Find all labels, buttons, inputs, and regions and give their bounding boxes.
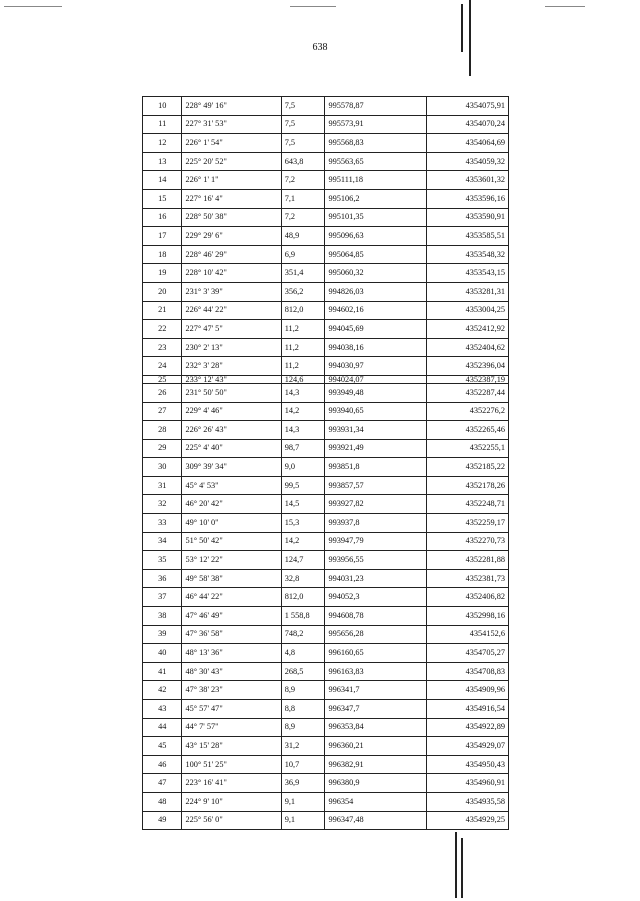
point-number-cell: 18 [143,245,182,264]
y-coordinate-cell: 4352406,82 [426,588,508,607]
point-number-cell: 32 [143,495,182,514]
point-number-cell: 41 [143,662,182,681]
direction-angle-cell: 226° 44' 22" [182,301,281,320]
table-row [143,755,509,774]
point-number-cell: 23 [143,338,182,357]
direction-angle-cell: 100° 51' 25" [182,755,281,774]
length-cell: 748,2 [281,625,325,644]
length-cell: 14,2 [281,532,325,551]
length-cell: 356,2 [281,282,325,301]
direction-angle-cell: 233° 12' 43" [182,375,281,383]
x-coordinate-cell: 993940,65 [325,402,426,421]
direction-angle-cell: 227° 16' 4" [182,189,281,208]
scan-margin-line [461,4,463,52]
direction-angle-cell: 45° 57' 47" [182,700,281,719]
scan-noise [545,6,585,7]
y-coordinate-cell: 4354059,32 [426,152,508,171]
point-number-cell: 36 [143,569,182,588]
point-number-cell: 21 [143,301,182,320]
y-coordinate-cell: 4354916,54 [426,700,508,719]
direction-angle-cell: 47° 46' 49" [182,607,281,626]
direction-angle-cell: 49° 10' 0" [182,514,281,533]
table-row [143,737,509,756]
direction-angle-cell: 229° 29' 6" [182,227,281,246]
table-row [143,644,509,663]
table-row [143,700,509,719]
direction-angle-cell: 48° 30' 43" [182,662,281,681]
direction-angle-cell: 226° 1' 1" [182,171,281,190]
direction-angle-cell: 226° 1' 54" [182,134,281,153]
table-row [143,458,509,477]
direction-angle-cell: 225° 56' 0" [182,811,281,830]
length-cell: 7,5 [281,115,325,134]
direction-angle-cell: 51° 50' 42" [182,532,281,551]
x-coordinate-cell: 995060,32 [325,264,426,283]
point-number-cell: 35 [143,551,182,570]
length-cell: 124,7 [281,551,325,570]
table-row [143,383,509,402]
y-coordinate-cell: 4354909,96 [426,681,508,700]
x-coordinate-cell: 993857,57 [325,476,426,495]
y-coordinate-cell: 4353585,51 [426,227,508,246]
table-row [143,495,509,514]
table-row [143,625,509,644]
x-coordinate-cell: 994602,16 [325,301,426,320]
table-row [143,476,509,495]
length-cell: 7,1 [281,189,325,208]
point-number-cell: 27 [143,402,182,421]
scan-noise [290,6,336,7]
length-cell: 812,0 [281,301,325,320]
table-row [143,607,509,626]
x-coordinate-cell: 993851,8 [325,458,426,477]
coordinates-table-body [143,97,509,830]
y-coordinate-cell: 4352270,73 [426,532,508,551]
point-number-cell: 45 [143,737,182,756]
direction-angle-cell: 47° 38' 23" [182,681,281,700]
y-coordinate-cell: 4352287,44 [426,383,508,402]
direction-angle-cell: 49° 58' 38" [182,569,281,588]
x-coordinate-cell: 996354 [325,792,426,811]
x-coordinate-cell: 994031,23 [325,569,426,588]
point-number-cell: 10 [143,97,182,116]
coordinates-table [142,96,509,830]
y-coordinate-cell: 4352185,22 [426,458,508,477]
length-cell: 7,5 [281,97,325,116]
table-row [143,338,509,357]
table-row [143,681,509,700]
x-coordinate-cell: 995096,63 [325,227,426,246]
y-coordinate-cell: 4354075,91 [426,97,508,116]
length-cell: 6,9 [281,245,325,264]
length-cell: 10,7 [281,755,325,774]
table-row [143,97,509,116]
table-row [143,551,509,570]
y-coordinate-cell: 4353596,16 [426,189,508,208]
y-coordinate-cell: 4354152,6 [426,625,508,644]
y-coordinate-cell: 4354922,89 [426,718,508,737]
x-coordinate-cell: 995578,87 [325,97,426,116]
y-coordinate-cell: 4352281,88 [426,551,508,570]
x-coordinate-cell: 995573,91 [325,115,426,134]
length-cell: 351,4 [281,264,325,283]
x-coordinate-cell: 995111,18 [325,171,426,190]
x-coordinate-cell: 993921,49 [325,439,426,458]
table-row [143,115,509,134]
length-cell: 32,8 [281,569,325,588]
y-coordinate-cell: 4354070,24 [426,115,508,134]
length-cell: 1 558,8 [281,607,325,626]
x-coordinate-cell: 993927,82 [325,495,426,514]
direction-angle-cell: 48° 13' 36" [182,644,281,663]
x-coordinate-cell: 995568,83 [325,134,426,153]
y-coordinate-cell: 4354064,69 [426,134,508,153]
direction-angle-cell: 230° 2' 13" [182,338,281,357]
x-coordinate-cell: 996163,83 [325,662,426,681]
point-number-cell: 40 [143,644,182,663]
length-cell: 36,9 [281,774,325,793]
x-coordinate-cell: 993937,8 [325,514,426,533]
y-coordinate-cell: 4354929,25 [426,811,508,830]
direction-angle-cell: 227° 47' 5" [182,320,281,339]
y-coordinate-cell: 4352387,19 [426,375,508,383]
x-coordinate-cell: 996380,9 [325,774,426,793]
table-row [143,718,509,737]
length-cell: 14,3 [281,383,325,402]
table-row [143,134,509,153]
direction-angle-cell: 231° 50' 50" [182,383,281,402]
x-coordinate-cell: 994608,78 [325,607,426,626]
length-cell: 14,3 [281,421,325,440]
y-coordinate-cell: 4352396,04 [426,357,508,376]
length-cell: 14,5 [281,495,325,514]
table-row [143,569,509,588]
x-coordinate-cell: 996360,21 [325,737,426,756]
y-coordinate-cell: 4354935,58 [426,792,508,811]
y-coordinate-cell: 4352412,92 [426,320,508,339]
table-row [143,320,509,339]
scan-margin-line [461,838,463,898]
table-row [143,227,509,246]
table-row [143,811,509,830]
point-number-cell: 26 [143,383,182,402]
point-number-cell: 20 [143,282,182,301]
length-cell: 9,1 [281,811,325,830]
y-coordinate-cell: 4352259,17 [426,514,508,533]
table-row [143,301,509,320]
point-number-cell: 37 [143,588,182,607]
point-number-cell: 28 [143,421,182,440]
direction-angle-cell: 47° 36' 58" [182,625,281,644]
length-cell: 31,2 [281,737,325,756]
scan-noise [4,6,62,7]
length-cell: 99,5 [281,476,325,495]
point-number-cell: 12 [143,134,182,153]
x-coordinate-cell: 996347,7 [325,700,426,719]
table-row [143,774,509,793]
table-row [143,514,509,533]
point-number-cell: 34 [143,532,182,551]
y-coordinate-cell: 4352404,62 [426,338,508,357]
direction-angle-cell: 225° 4' 40" [182,439,281,458]
x-coordinate-cell: 994024,07 [325,375,426,383]
y-coordinate-cell: 4352276,2 [426,402,508,421]
length-cell: 14,2 [281,402,325,421]
direction-angle-cell: 224° 9' 10" [182,792,281,811]
length-cell: 8,8 [281,700,325,719]
point-number-cell: 47 [143,774,182,793]
direction-angle-cell: 228° 50' 38" [182,208,281,227]
point-number-cell: 49 [143,811,182,830]
length-cell: 11,2 [281,357,325,376]
point-number-cell: 25 [143,375,182,383]
y-coordinate-cell: 4354929,07 [426,737,508,756]
y-coordinate-cell: 4354950,43 [426,755,508,774]
length-cell: 11,2 [281,320,325,339]
table-row [143,208,509,227]
x-coordinate-cell: 995656,28 [325,625,426,644]
table-row [143,152,509,171]
x-coordinate-cell: 996160,65 [325,644,426,663]
point-number-cell: 24 [143,357,182,376]
point-number-cell: 38 [143,607,182,626]
point-number-cell: 44 [143,718,182,737]
length-cell: 7,5 [281,134,325,153]
y-coordinate-cell: 4353004,25 [426,301,508,320]
page-number: 638 [312,42,328,53]
x-coordinate-cell: 996382,91 [325,755,426,774]
point-number-cell: 14 [143,171,182,190]
point-number-cell: 13 [143,152,182,171]
y-coordinate-cell: 4352248,71 [426,495,508,514]
point-number-cell: 16 [143,208,182,227]
direction-angle-cell: 46° 44' 22" [182,588,281,607]
table-row [143,189,509,208]
y-coordinate-cell: 4353281,31 [426,282,508,301]
point-number-cell: 31 [143,476,182,495]
length-cell: 8,9 [281,681,325,700]
x-coordinate-cell: 993949,48 [325,383,426,402]
point-number-cell: 17 [143,227,182,246]
length-cell: 48,9 [281,227,325,246]
length-cell: 7,2 [281,171,325,190]
point-number-cell: 22 [143,320,182,339]
length-cell: 268,5 [281,662,325,681]
point-number-cell: 46 [143,755,182,774]
table-row [143,375,509,383]
point-number-cell: 19 [143,264,182,283]
x-coordinate-cell: 994826,03 [325,282,426,301]
point-number-cell: 48 [143,792,182,811]
x-coordinate-cell: 995101,35 [325,208,426,227]
point-number-cell: 15 [143,189,182,208]
length-cell: 9,0 [281,458,325,477]
point-number-cell: 29 [143,439,182,458]
x-coordinate-cell: 993931,34 [325,421,426,440]
y-coordinate-cell: 4352998,16 [426,607,508,626]
table-row [143,171,509,190]
direction-angle-cell: 309° 39' 34" [182,458,281,477]
table-row [143,245,509,264]
length-cell: 124,6 [281,375,325,383]
direction-angle-cell: 228° 10' 42" [182,264,281,283]
y-coordinate-cell: 4352255,1 [426,439,508,458]
direction-angle-cell: 226° 26' 43" [182,421,281,440]
table-row [143,439,509,458]
table-row [143,662,509,681]
x-coordinate-cell: 995064,85 [325,245,426,264]
length-cell: 7,2 [281,208,325,227]
x-coordinate-cell: 996347,48 [325,811,426,830]
x-coordinate-cell: 995106,2 [325,189,426,208]
y-coordinate-cell: 4352381,73 [426,569,508,588]
table-row [143,792,509,811]
point-number-cell: 30 [143,458,182,477]
direction-angle-cell: 231° 3' 39" [182,282,281,301]
table-row [143,282,509,301]
y-coordinate-cell: 4353590,91 [426,208,508,227]
direction-angle-cell: 43° 15' 28" [182,737,281,756]
direction-angle-cell: 228° 46' 29" [182,245,281,264]
direction-angle-cell: 223° 16' 41" [182,774,281,793]
table-row [143,402,509,421]
x-coordinate-cell: 993947,79 [325,532,426,551]
length-cell: 8,9 [281,718,325,737]
y-coordinate-cell: 4353601,32 [426,171,508,190]
direction-angle-cell: 229° 4' 46" [182,402,281,421]
table-row [143,532,509,551]
point-number-cell: 11 [143,115,182,134]
point-number-cell: 43 [143,700,182,719]
scan-margin-line [455,832,457,898]
table-row [143,357,509,376]
x-coordinate-cell: 994045,69 [325,320,426,339]
point-number-cell: 42 [143,681,182,700]
point-number-cell: 39 [143,625,182,644]
direction-angle-cell: 44° 7' 57" [182,718,281,737]
direction-angle-cell: 228° 49' 16" [182,97,281,116]
direction-angle-cell: 227° 31' 53" [182,115,281,134]
length-cell: 98,7 [281,439,325,458]
direction-angle-cell: 225° 20' 52" [182,152,281,171]
y-coordinate-cell: 4352265,46 [426,421,508,440]
direction-angle-cell: 232° 3' 28" [182,357,281,376]
x-coordinate-cell: 995563,65 [325,152,426,171]
length-cell: 4,8 [281,644,325,663]
y-coordinate-cell: 4352178,26 [426,476,508,495]
x-coordinate-cell: 994038,16 [325,338,426,357]
y-coordinate-cell: 4353543,15 [426,264,508,283]
table-row [143,588,509,607]
direction-angle-cell: 46° 20' 42" [182,495,281,514]
y-coordinate-cell: 4354708,83 [426,662,508,681]
table-row [143,264,509,283]
length-cell: 11,2 [281,338,325,357]
length-cell: 812,0 [281,588,325,607]
table-row [143,421,509,440]
y-coordinate-cell: 4353548,32 [426,245,508,264]
x-coordinate-cell: 994030,97 [325,357,426,376]
direction-angle-cell: 53° 12' 22" [182,551,281,570]
scan-margin-line [469,0,471,76]
direction-angle-cell: 45° 4' 53" [182,476,281,495]
length-cell: 15,3 [281,514,325,533]
x-coordinate-cell: 994052,3 [325,588,426,607]
length-cell: 9,1 [281,792,325,811]
point-number-cell: 33 [143,514,182,533]
length-cell: 643,8 [281,152,325,171]
y-coordinate-cell: 4354960,91 [426,774,508,793]
y-coordinate-cell: 4354705,27 [426,644,508,663]
x-coordinate-cell: 996353,84 [325,718,426,737]
x-coordinate-cell: 996341,7 [325,681,426,700]
x-coordinate-cell: 993956,55 [325,551,426,570]
